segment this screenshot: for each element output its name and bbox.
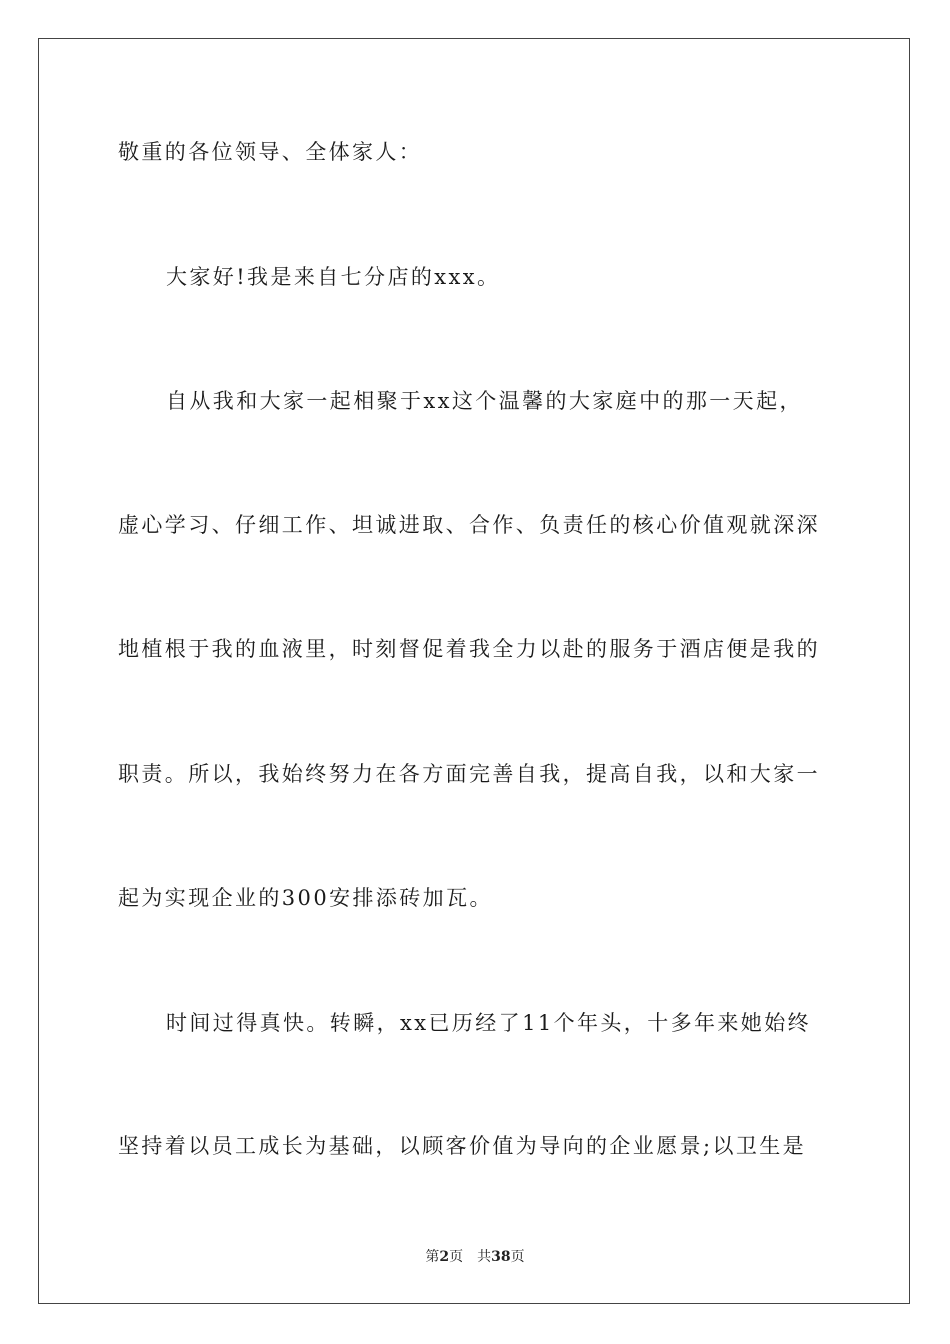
paragraph-line: 坚持着以员工成长为基础，以顾客价值为导向的企业愿景;以卫生是 (118, 1134, 807, 1158)
footer-total-number: 38 (491, 1249, 511, 1265)
paragraph-line: 时间过得真快。转瞬，xx已历经了11个年头，十多年来她始终 (166, 1011, 812, 1035)
paragraph-line: 虚心学习、仔细工作、坦诚进取、合作、负责任的核心价值观就深深 (118, 513, 820, 537)
salutation-line: 敬重的各位领导、全体家人： (118, 140, 423, 164)
footer-total-suffix: 页 (510, 1249, 525, 1265)
paragraph-line: 地植根于我的血液里，时刻督促着我全力以赴的服务于酒店便是我的 (118, 637, 820, 661)
footer-page-prefix: 第 (425, 1249, 440, 1265)
footer-page-suffix: 页 (449, 1249, 464, 1265)
footer-page-number: 2 (439, 1249, 450, 1265)
greeting-line: 大家好!我是来自七分店的xxx。 (166, 265, 501, 289)
paragraph-line: 自从我和大家一起相聚于xx这个温馨的大家庭中的那一天起， (166, 389, 803, 413)
page-border (38, 38, 910, 1304)
paragraph-line: 职责。所以，我始终努力在各方面完善自我，提高自我，以和大家一 (118, 762, 820, 786)
page-footer (0, 1248, 950, 1266)
paragraph-line: 起为实现企业的300安排添砖加瓦。 (118, 886, 493, 910)
footer-total-prefix: 共 (477, 1249, 492, 1265)
